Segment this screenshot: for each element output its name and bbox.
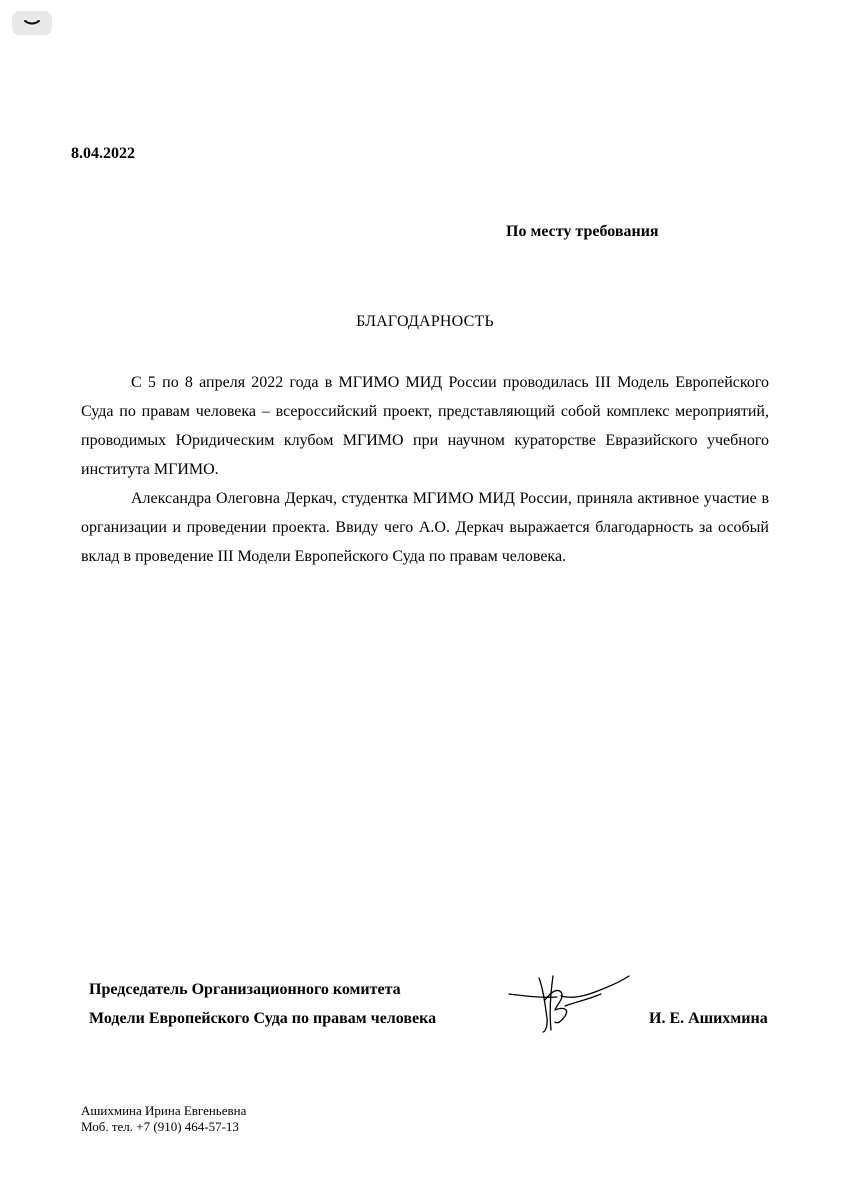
- body-paragraph: Александра Олеговна Деркач, студентка МГИМО МИД России, приняла активное участие в организации и проведении проекта. Ввиду чего А.О. Деркач выражается благодарность за особый вклад в проведение III Модели Европейского Суда по правам человека.: [81, 490, 769, 565]
- addressee: По месту требования: [506, 223, 659, 240]
- document-title: БЛАГОДАРНОСТЬ: [356, 313, 494, 330]
- document-body: [81, 368, 769, 571]
- document-date: 8.04.2022: [71, 145, 135, 162]
- signatory-position-line: Председатель Организационного комитета: [89, 981, 401, 998]
- signatory-name: И. Е. Ашихмина: [649, 1010, 768, 1027]
- body-paragraph: С 5 по 8 апреля 2022 года в МГИМО МИД России проводилась III Модель Европейского Суда по правам человека – всероссийский проект, представляющий собой комплекс мероприятий, проводимых Юридическим клубом МГИМО при научном кураторстве Евразийского учебного института МГИМО.: [81, 374, 769, 478]
- contact-info: [81, 1103, 246, 1135]
- collapse-button[interactable]: [12, 11, 52, 35]
- signatory-position: [89, 975, 436, 1033]
- handwritten-signature: [505, 970, 635, 1038]
- contact-phone: Моб. тел. +7 (910) 464-57-13: [81, 1119, 239, 1134]
- signatory-position-line: Модели Европейского Суда по правам человека: [89, 1010, 437, 1027]
- contact-name: Ашихмина Ирина Евгеньевна: [81, 1103, 247, 1118]
- chevron-down-icon: [23, 18, 41, 28]
